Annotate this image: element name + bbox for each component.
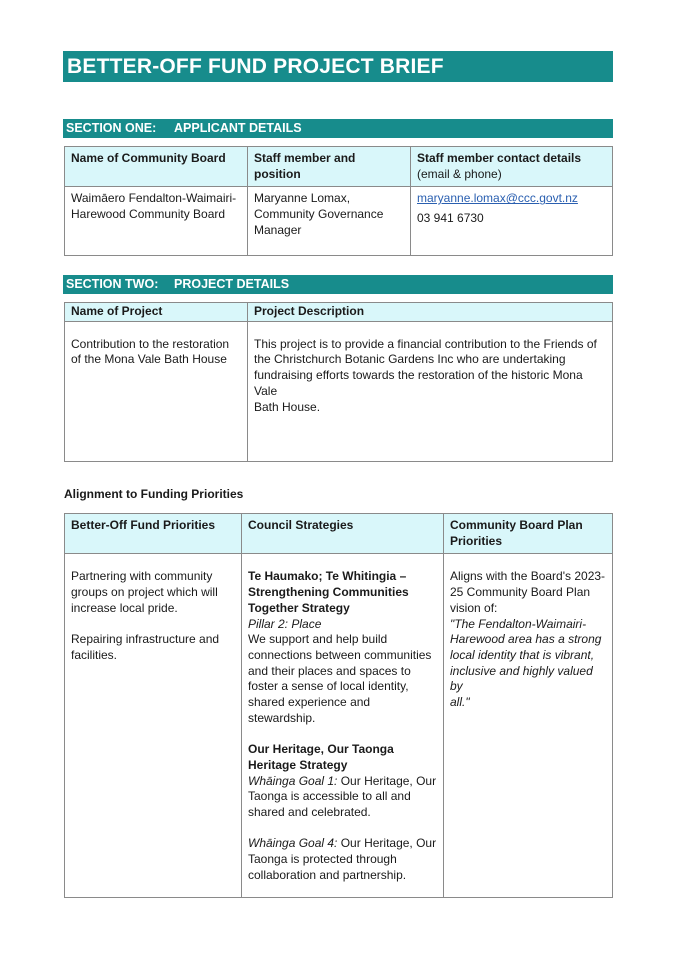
goal-body-line: collaboration and partnership. bbox=[248, 867, 407, 882]
table-row bbox=[65, 321, 613, 461]
header-contact-title: Staff member contact details bbox=[417, 151, 582, 165]
table-header-row bbox=[65, 514, 613, 554]
board-plan-cell bbox=[444, 554, 613, 898]
goal-label: Whāinga Goal 1: bbox=[248, 773, 338, 788]
header-plan-line: Community Board Plan bbox=[450, 518, 583, 532]
goal-body-line: Taonga is accessible to all and bbox=[248, 789, 411, 804]
plan-line: vision of: bbox=[450, 600, 498, 615]
header-staff-member: Staff member and position bbox=[248, 147, 411, 187]
section-one-number: SECTION ONE: bbox=[66, 121, 157, 135]
goal-body-line: Taonga is protected through bbox=[248, 852, 397, 867]
project-name-line: Contribution to the restoration bbox=[71, 336, 230, 351]
applicant-details-table bbox=[64, 146, 613, 256]
board-name-line: Waimāero Fendalton-Waimairi- bbox=[71, 191, 237, 206]
goal-text: Our Heritage, Our bbox=[337, 773, 437, 788]
board-name-line: Harewood Community Board bbox=[71, 207, 226, 222]
priority-line: facilities. bbox=[71, 647, 118, 662]
project-name-line: of the Mona Vale Bath House bbox=[71, 352, 227, 367]
strategy-title-line: Strengthening Communities bbox=[248, 585, 409, 600]
priority-line: Partnering with community bbox=[71, 569, 213, 584]
strategy-title-line: Together Strategy bbox=[248, 600, 350, 615]
table-header-row bbox=[65, 303, 613, 322]
priority-line: Repairing infrastructure and bbox=[71, 632, 220, 647]
plan-line: Aligns with the Board's 2023- bbox=[450, 569, 606, 584]
council-strategies-cell bbox=[242, 554, 444, 898]
section-one-bar bbox=[63, 119, 613, 138]
strategy-pillar: Pillar 2: Place bbox=[248, 616, 322, 631]
section-two-bar bbox=[63, 275, 613, 294]
table-header-row bbox=[65, 147, 613, 187]
strategy-body-line: and their places and spaces to bbox=[248, 663, 411, 678]
email-link[interactable]: maryanne.lomax@ccc.govt.nz bbox=[417, 191, 578, 206]
strategy-body-line: We support and help build bbox=[248, 632, 388, 647]
goal-label: Whāinga Goal 4: bbox=[248, 836, 338, 851]
staff-member-position bbox=[248, 187, 411, 256]
strategy-body-line: connections between communities bbox=[248, 647, 432, 662]
goal-text: Our Heritage, Our bbox=[337, 836, 437, 851]
header-plan-line: Priorities bbox=[450, 533, 503, 548]
document-title: BETTER-OFF FUND PROJECT BRIEF bbox=[63, 51, 613, 82]
funding-priorities-table bbox=[64, 513, 613, 898]
plan-line: 25 Community Board Plan bbox=[450, 585, 591, 600]
staff-line: Manager bbox=[254, 222, 302, 237]
staff-line: Community Governance bbox=[254, 207, 384, 222]
description-line: the Christchurch Botanic Gardens Inc who are undertaking bbox=[254, 352, 566, 367]
header-contact-details bbox=[411, 147, 613, 187]
table-row bbox=[65, 187, 613, 256]
header-project-name: Name of Project bbox=[65, 303, 248, 322]
staff-line: Maryanne Lomax, bbox=[254, 191, 351, 206]
table-row bbox=[65, 554, 613, 898]
header-contact-subtitle: (email & phone) bbox=[417, 166, 502, 181]
goal-body-line: shared and celebrated. bbox=[248, 804, 371, 819]
header-community-board: Name of Community Board bbox=[65, 147, 248, 187]
plan-quote-line: all." bbox=[450, 695, 470, 710]
phone-number: 03 941 6730 bbox=[417, 211, 484, 226]
plan-quote-line: local identity that is vibrant, bbox=[450, 647, 595, 662]
strategy-title-line: Our Heritage, Our Taonga bbox=[248, 742, 394, 757]
description-line: This project is to provide a financial contribution to the Friends of bbox=[254, 336, 597, 351]
community-board-name bbox=[65, 187, 248, 256]
plan-quote-line: inclusive and highly valued by bbox=[450, 663, 593, 694]
fund-priorities-cell bbox=[65, 554, 242, 898]
header-project-description: Project Description bbox=[248, 303, 613, 322]
section-one-label: APPLICANT DETAILS bbox=[174, 121, 302, 135]
priority-line: increase local pride. bbox=[71, 600, 178, 615]
strategy-title-line: Te Haumako; Te Whitingia – bbox=[248, 569, 407, 584]
project-name bbox=[65, 321, 248, 461]
header-fund-priorities: Better-Off Fund Priorities bbox=[65, 514, 242, 554]
plan-quote-line: "The Fendalton-Waimairi- bbox=[450, 616, 587, 631]
project-details-table bbox=[64, 302, 613, 462]
strategy-body-line: shared experience and stewardship. bbox=[248, 695, 371, 725]
header-council-strategies: Council Strategies bbox=[242, 514, 444, 554]
alignment-heading: Alignment to Funding Priorities bbox=[64, 487, 244, 501]
section-two-number: SECTION TWO: bbox=[66, 277, 159, 291]
description-line: fundraising efforts towards the restoration of the historic Mona Vale bbox=[254, 368, 583, 398]
priority-line: groups on project which will bbox=[71, 585, 218, 600]
project-description bbox=[248, 321, 613, 461]
section-two-label: PROJECT DETAILS bbox=[174, 277, 290, 291]
staff-contact-details bbox=[411, 187, 613, 256]
plan-quote-line: Harewood area has a strong bbox=[450, 632, 602, 647]
strategy-body-line: foster a sense of local identity, bbox=[248, 679, 409, 694]
description-line: Bath House. bbox=[254, 399, 321, 414]
strategy-title-line: Heritage Strategy bbox=[248, 757, 348, 772]
header-board-plan-priorities bbox=[444, 514, 613, 554]
